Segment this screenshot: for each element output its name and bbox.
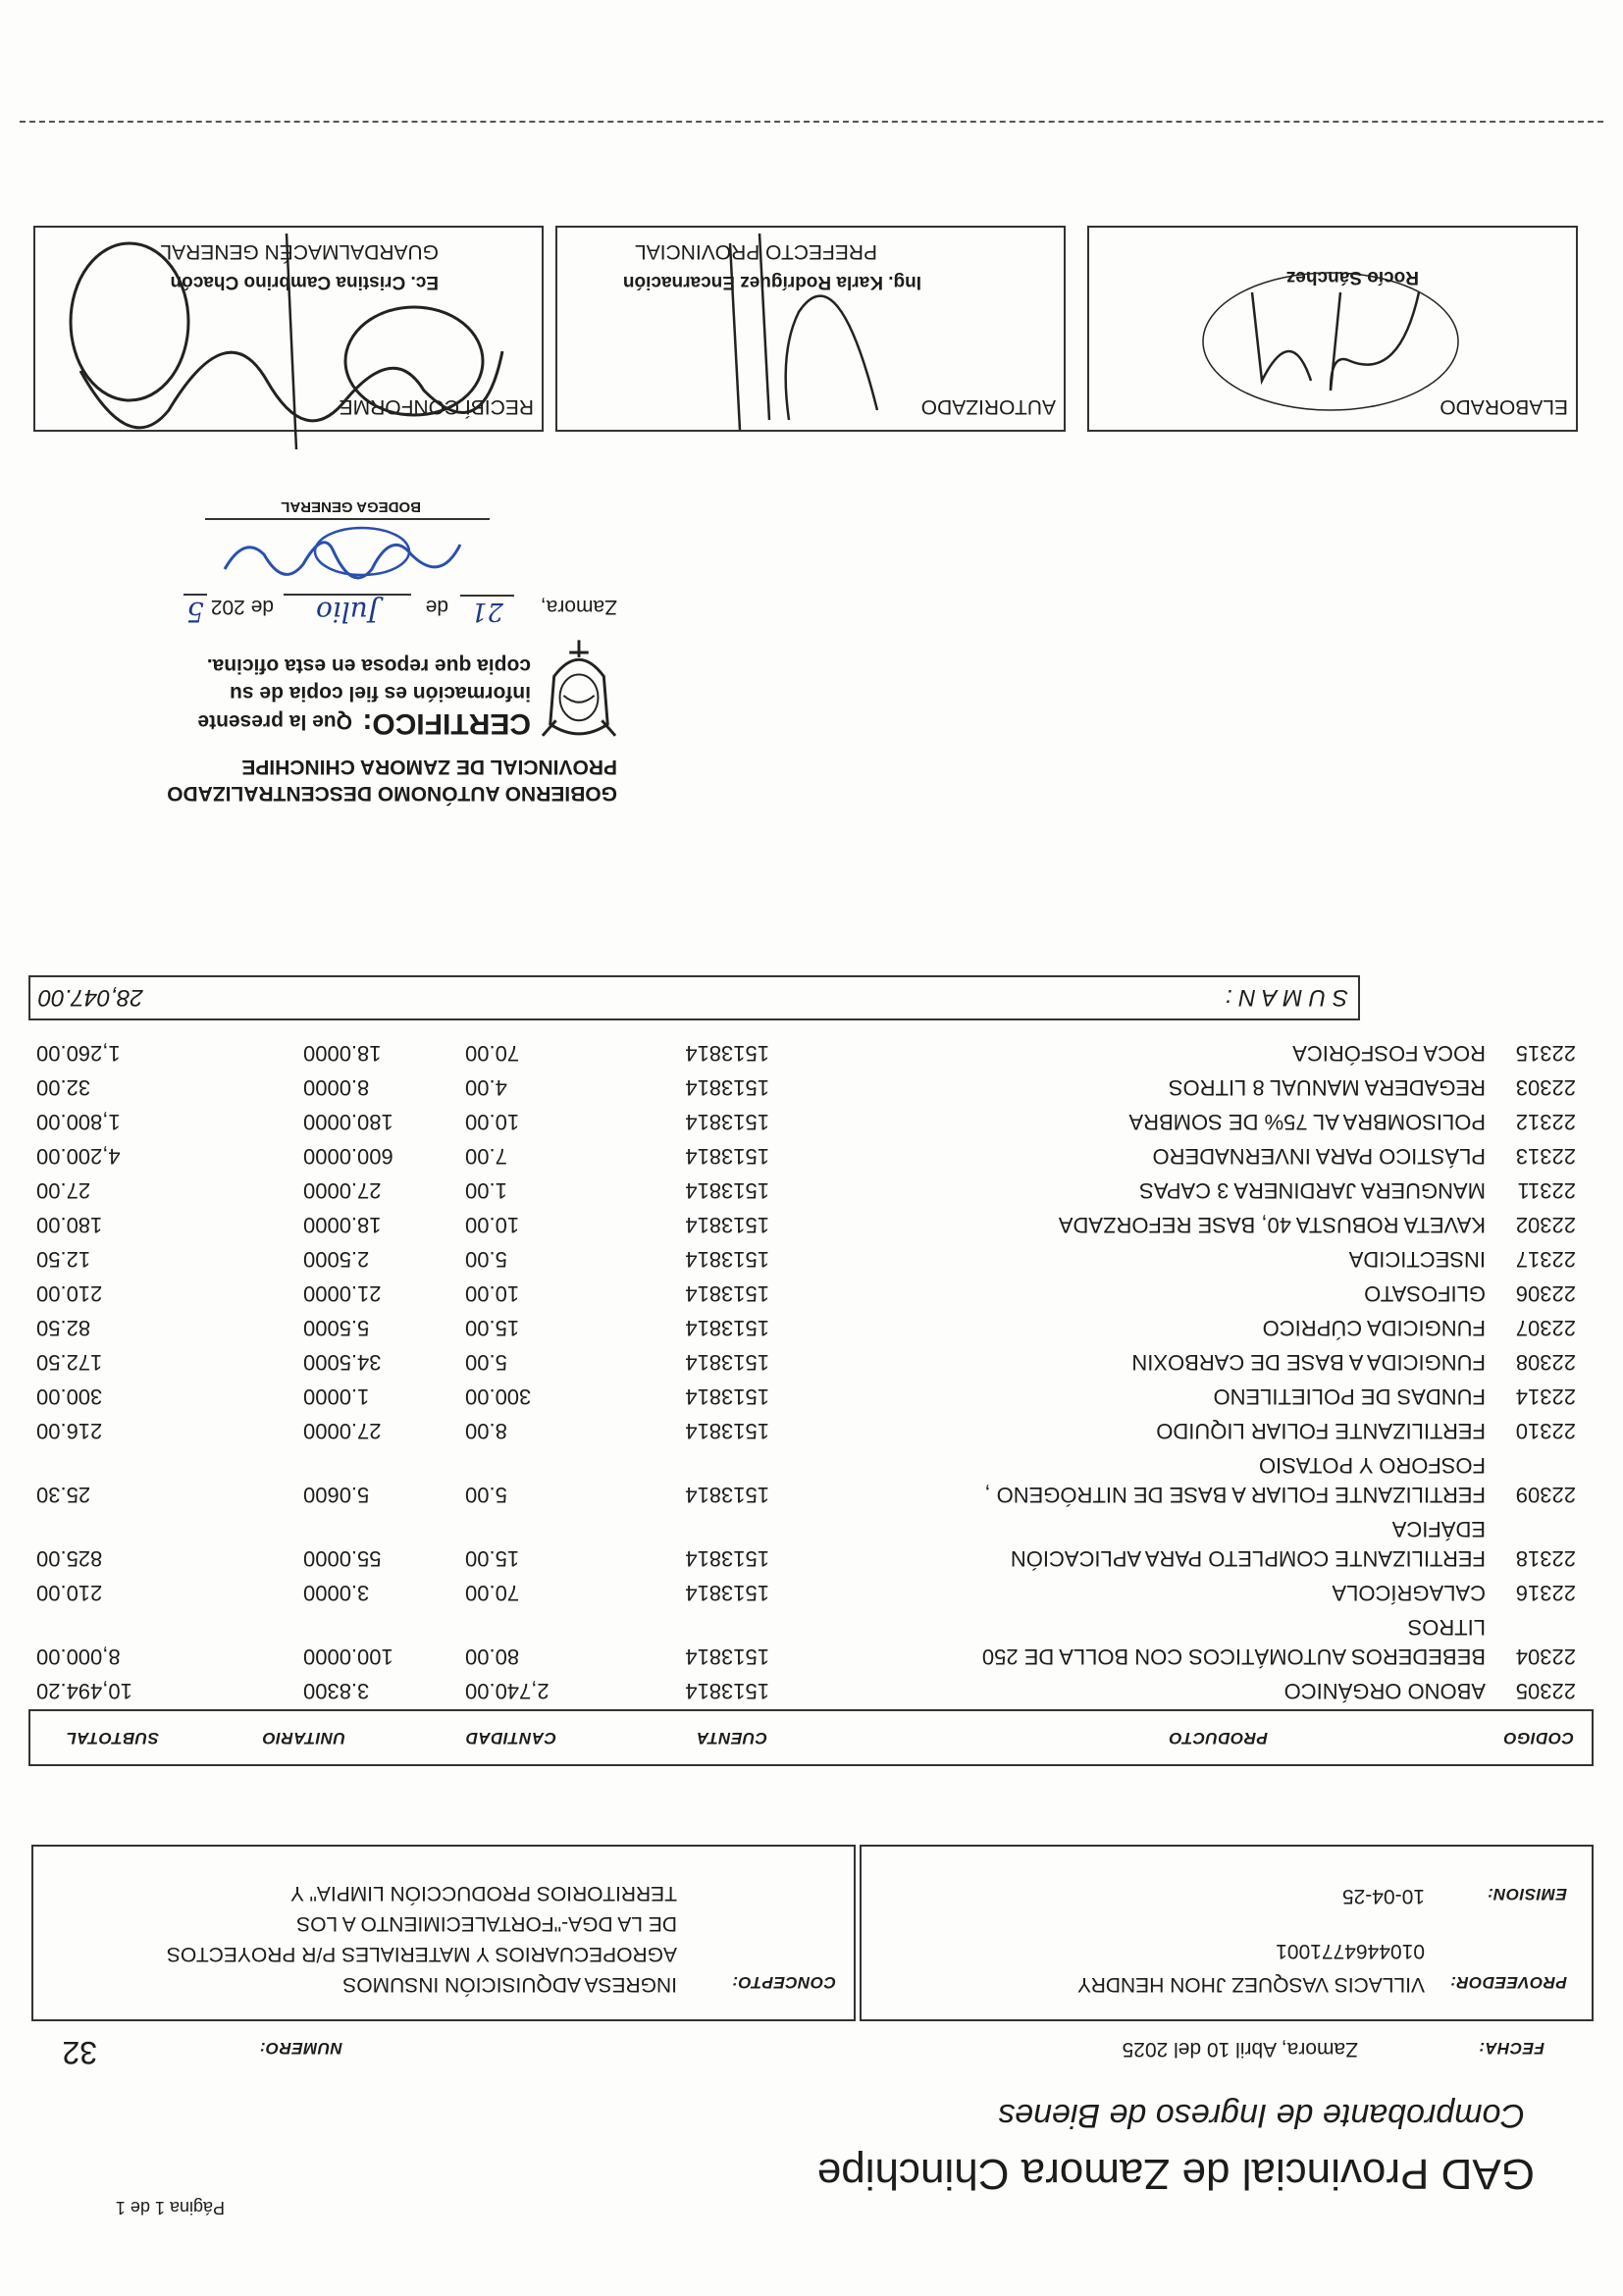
cell-subtotal: 180.00 (36, 1213, 103, 1237)
cell-unitario: 2.5000 (303, 1247, 370, 1272)
cell-cuenta: 1513814 (685, 1581, 769, 1605)
table-row (28, 1107, 1594, 1138)
table-body (28, 687, 1594, 1707)
cell-cantidad: 70.00 (465, 1581, 520, 1605)
emision-label: EMISION: (1487, 1885, 1567, 1904)
signature-name: Ec. Cristina Cambrino Chacón (170, 272, 439, 292)
cell-codigo: 22303 (1515, 1075, 1576, 1100)
numero-label: NUMERO: (259, 2039, 342, 2058)
signature-role: ELABORADO (1440, 395, 1568, 418)
fecha-label: FECHA: (1478, 2039, 1544, 2058)
cert-org-line: PROVINCIAL DE ZAMORA CHINCHIPE (241, 756, 617, 778)
cell-cantidad: 8.00 (465, 1419, 507, 1443)
col-codigo: CODIGO (1503, 1729, 1574, 1748)
table-row (28, 1072, 1594, 1104)
table-row (28, 1141, 1594, 1173)
signature-box (1087, 226, 1578, 432)
cell-cantidad: 70.00 (465, 1041, 520, 1066)
cert-date-de: de (425, 596, 448, 618)
cell-producto: BEBEDEROS AUTOMÁTICOS CON BOLLA DE 250 (981, 1644, 1486, 1669)
cell-subtotal: 1,260.00 (36, 1041, 121, 1066)
cell-codigo: 22314 (1515, 1384, 1576, 1409)
cell-cuenta: 1513814 (685, 1178, 769, 1203)
table-row (28, 1278, 1594, 1310)
cert-date-prefix: Zamora, (540, 596, 617, 618)
cell-codigo: 22307 (1515, 1316, 1576, 1340)
cell-codigo: 22317 (1515, 1247, 1576, 1272)
concepto-line: AGROPECUARIOS Y MATERIALES P/R PROYECTOS (166, 1943, 677, 1965)
page-label: Página 1 de 1 (115, 2198, 225, 2218)
cell-codigo: 22310 (1515, 1419, 1576, 1443)
concepto-label: CONCEPTO: (731, 1973, 836, 1992)
table-row (28, 1347, 1594, 1379)
cell-subtotal: 216.00 (36, 1419, 103, 1443)
cell-subtotal: 82.50 (36, 1316, 91, 1340)
certificate-stamp (87, 481, 617, 805)
dept-name: BODEGA GENERAL (281, 498, 421, 515)
cell-producto: FOSFORO Y POTASIO (1258, 1453, 1486, 1478)
cert-date-de: de 202 (210, 596, 274, 618)
table-row (28, 1416, 1594, 1447)
col-cuenta: CUENTA (696, 1729, 767, 1748)
cell-unitario: 600.0000 (303, 1144, 393, 1169)
cert-org-line: GOBIERNO AUTÓNOMO DESCENTRALIZADO (167, 782, 617, 805)
emision-value: 10-04-25 (1341, 1885, 1425, 1907)
cell-unitario: 5.0600 (303, 1483, 370, 1507)
cell-subtotal: 1,800.00 (36, 1110, 121, 1134)
cell-cuenta: 1513814 (685, 1213, 769, 1237)
col-subtotal: SUBTOTAL (66, 1729, 159, 1748)
cell-cuenta: 1513814 (685, 1110, 769, 1134)
cell-cuenta: 1513814 (685, 1679, 769, 1703)
signature-blue (215, 520, 470, 589)
table-row (28, 1038, 1594, 1070)
cell-producto: REGADERA MANUAL 8 LITROS (1168, 1075, 1486, 1100)
cert-text: copia que reposa en esta oficina. (206, 654, 531, 677)
signature-name: Ing. Karla Rodríguez Encarnación (622, 272, 921, 292)
cell-codigo: 22313 (1515, 1144, 1576, 1169)
cell-unitario: 3.8300 (303, 1679, 370, 1703)
cell-cantidad: 7.00 (465, 1144, 507, 1169)
cell-cantidad: 5.00 (465, 1483, 507, 1507)
cell-producto: EDÁFICA (1391, 1517, 1486, 1541)
coat-of-arms-icon (541, 638, 617, 744)
table-row (28, 1448, 1594, 1511)
cell-cuenta: 1513814 (685, 1247, 769, 1272)
numero-value: 32 (62, 2035, 97, 2070)
signature-role: RECIBÍ CONFORME (339, 395, 534, 418)
cert-date-year: 5 (183, 594, 207, 628)
concepto-line: TERRITORIOS PRODUCCIÓN LIMPIA" Y (289, 1882, 677, 1905)
tear-line (20, 121, 1603, 123)
cell-cantidad: 10.00 (465, 1213, 520, 1237)
cell-subtotal: 32.00 (36, 1075, 91, 1100)
cell-cuenta: 1513814 (685, 1483, 769, 1507)
suman-label: S U M A N : (1226, 984, 1348, 1011)
cell-producto: PLÁSTICO PARA INVERNADERO (1152, 1144, 1486, 1169)
cell-unitario: 180.0000 (303, 1110, 393, 1134)
cert-text: Que la presente (197, 710, 352, 733)
cell-codigo: 22304 (1515, 1644, 1576, 1669)
table-row (28, 1578, 1594, 1609)
cell-unitario: 27.0000 (303, 1178, 382, 1203)
signature-mark (1183, 263, 1478, 440)
cell-subtotal: 4,200.00 (36, 1144, 121, 1169)
cell-cuenta: 1513814 (685, 1644, 769, 1669)
cell-subtotal: 825.00 (36, 1546, 103, 1571)
cell-subtotal: 27.00 (36, 1178, 91, 1203)
concepto-box (31, 1845, 856, 2021)
cell-producto: MANGUERA JARDINERA 3 CAPAS (1139, 1178, 1486, 1203)
cell-cantidad: 10.00 (465, 1281, 520, 1306)
cell-cantidad: 300.00 (465, 1384, 532, 1409)
cell-producto: CALAGRÍCOLA (1332, 1581, 1486, 1605)
concepto-line: DE LA DGA-"FORTALECIMIENTO A LOS (296, 1912, 677, 1935)
col-unitario: UNITARIO (262, 1729, 345, 1748)
cell-producto: LITROS (1407, 1615, 1486, 1640)
signature-box (33, 226, 544, 432)
col-producto: PRODUCTO (1169, 1729, 1268, 1748)
suman-box (28, 975, 1360, 1020)
table-row (28, 1175, 1594, 1207)
cell-cuenta: 1513814 (685, 1316, 769, 1340)
cell-producto: ROCA FOSFÓRICA (1292, 1041, 1486, 1066)
table-row (28, 1313, 1594, 1344)
table-row (28, 1382, 1594, 1413)
table-header (28, 1709, 1594, 1766)
signature-title: PREFECTO PROVINCIAL (635, 240, 877, 263)
cell-cuenta: 1513814 (685, 1144, 769, 1169)
provider-box (860, 1845, 1594, 2021)
cell-unitario: 100.0000 (303, 1644, 393, 1669)
signature-role: AUTORIZADO (920, 395, 1056, 418)
cell-subtotal: 12.50 (36, 1247, 91, 1272)
cell-unitario: 21.0000 (303, 1281, 382, 1306)
cell-subtotal: 10,494.20 (36, 1679, 132, 1703)
cell-unitario: 1.0000 (303, 1384, 370, 1409)
cell-producto: GLIFOSATO (1364, 1281, 1486, 1306)
table-row (28, 1244, 1594, 1276)
cell-cantidad: 5.00 (465, 1247, 507, 1272)
ruc-value: 0104464771001 (1276, 1940, 1425, 1962)
signature-title: GUARDALMACÉN GENERAL (160, 240, 439, 263)
cell-cuenta: 1513814 (685, 1546, 769, 1571)
proveedor-label: PROVEEDOR: (1449, 1973, 1567, 1992)
cell-cuenta: 1513814 (685, 1419, 769, 1443)
cell-subtotal: 210.00 (36, 1281, 103, 1306)
cell-subtotal: 25.30 (36, 1483, 91, 1507)
cell-producto: FERTILIZANTE FOLIAR A BASE DE NITRÓGENO , (984, 1483, 1486, 1507)
cell-codigo: 22315 (1515, 1041, 1576, 1066)
cell-cuenta: 1513814 (685, 1281, 769, 1306)
table-row (28, 1676, 1594, 1707)
cell-cantidad: 4.00 (465, 1075, 507, 1100)
doc-title: Comprobante de Ingreso de Bienes (998, 2097, 1525, 2134)
cell-cuenta: 1513814 (685, 1384, 769, 1409)
concepto-line: INGRESA ADQUISICIÓN INSUMOS (342, 1973, 677, 1996)
cell-cuenta: 1513814 (685, 1041, 769, 1066)
dept-line (205, 518, 490, 520)
cert-date-day: 21 (460, 595, 514, 626)
cell-producto: FERTILIZANTE COMPLETO PARA APLICACIÓN (1010, 1546, 1486, 1571)
cell-unitario: 5.5000 (303, 1316, 370, 1340)
cell-unitario: 55.0000 (303, 1546, 382, 1571)
signature-name: Rocío Sánchez (1285, 267, 1419, 287)
cell-producto: FUNDAS DE POLIETILENO (1213, 1384, 1486, 1409)
table-row (28, 1610, 1594, 1673)
cell-cantidad: 2,740.00 (465, 1679, 550, 1703)
cell-unitario: 27.0000 (303, 1419, 382, 1443)
cell-codigo: 22302 (1515, 1213, 1576, 1237)
cell-producto: ABONO ORGÁNICO (1283, 1679, 1486, 1703)
cell-cantidad: 80.00 (465, 1644, 520, 1669)
cell-codigo: 22308 (1515, 1350, 1576, 1375)
cell-cantidad: 15.00 (465, 1316, 520, 1340)
cell-subtotal: 210.00 (36, 1581, 103, 1605)
cell-unitario: 3.0000 (303, 1581, 370, 1605)
cell-cantidad: 5.00 (465, 1350, 507, 1375)
cell-unitario: 8.0000 (303, 1075, 370, 1100)
cell-subtotal: 8,000.00 (36, 1644, 121, 1669)
cell-cantidad: 15.00 (465, 1546, 520, 1571)
proveedor-value: VILLACIS VASQUEZ JHON HENDRY (1077, 1973, 1425, 1996)
cell-producto: FUNGICIDA CÚPRICO (1262, 1316, 1486, 1340)
cert-date-month: Julio (284, 594, 411, 628)
table-row (28, 1210, 1594, 1241)
signature-mark (642, 224, 936, 449)
signature-box (555, 226, 1066, 432)
cell-cuenta: 1513814 (685, 1075, 769, 1100)
cell-producto: FUNGICIDA A BASE DE CARBOXIN (1131, 1350, 1486, 1375)
cell-producto: KAVETA ROBUSTA 40, BASE REFORZADA (1058, 1213, 1486, 1237)
cell-subtotal: 300.00 (36, 1384, 103, 1409)
cell-unitario: 18.0000 (303, 1213, 382, 1237)
cell-subtotal: 172.50 (36, 1350, 103, 1375)
cell-unitario: 34.5000 (303, 1350, 382, 1375)
cell-codigo: 22316 (1515, 1581, 1576, 1605)
cell-codigo: 22312 (1515, 1110, 1576, 1134)
cell-cantidad: 10.00 (465, 1110, 520, 1134)
cell-producto: INSECTICIDA (1348, 1247, 1486, 1272)
cell-cuenta: 1513814 (685, 1350, 769, 1375)
cell-codigo: 22306 (1515, 1281, 1576, 1306)
cell-codigo: 22311 (1517, 1178, 1576, 1203)
suman-value: 28,047.00 (38, 984, 143, 1011)
cert-word: CERTIFICO: (362, 707, 531, 740)
cell-cantidad: 1.00 (465, 1178, 507, 1203)
fecha-value: Zamora, Abril 10 del 2025 (1122, 2038, 1358, 2061)
table-row (28, 1512, 1594, 1575)
cert-text: información es fiel copia de su (230, 682, 531, 704)
cell-codigo: 22318 (1515, 1546, 1576, 1571)
cell-producto: POLISOMBRA AL 75% DE SOMBRA (1128, 1110, 1486, 1134)
signature-mark (31, 214, 542, 469)
cell-codigo: 22305 (1515, 1679, 1576, 1703)
cell-unitario: 18.0000 (303, 1041, 382, 1066)
cell-codigo: 22309 (1515, 1483, 1576, 1507)
org-title: GAD Provincial de Zamora Chinchipe (816, 2150, 1535, 2198)
col-cantidad: CANTIDAD (465, 1729, 556, 1748)
cell-producto: FERTILIZANTE FOLIAR LIQUIDO (1156, 1419, 1486, 1443)
